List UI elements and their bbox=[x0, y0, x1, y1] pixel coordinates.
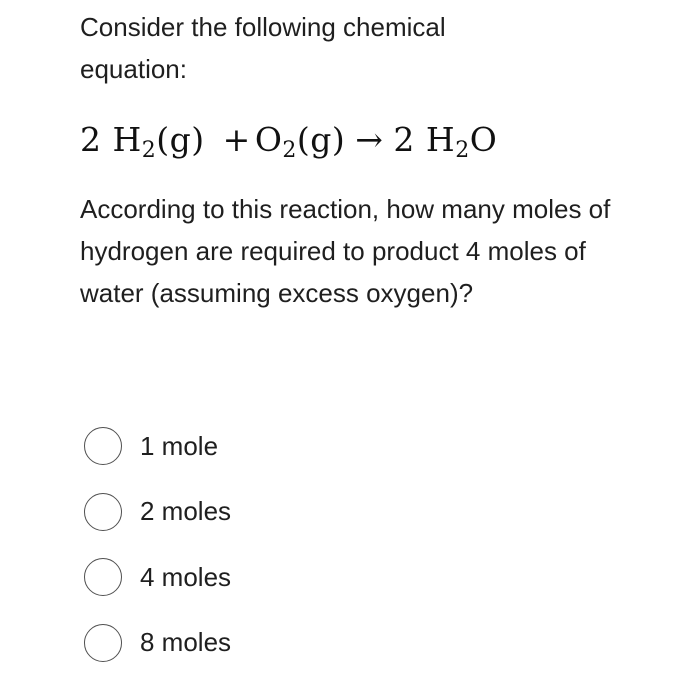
answer-option-label: 1 mole bbox=[140, 430, 219, 461]
answer-option-1[interactable] bbox=[84, 425, 231, 467]
eq-product-1-tail: O bbox=[469, 120, 498, 159]
answer-option-label: 8 moles bbox=[140, 627, 232, 657]
eq-coefficient-1: 2 bbox=[80, 120, 102, 159]
answer-option-label: 2 moles bbox=[140, 496, 232, 526]
radio-button[interactable] bbox=[84, 493, 122, 531]
eq-reactant-2-subscript: 2 bbox=[282, 138, 297, 163]
question-block bbox=[80, 6, 640, 314]
chemical-equation bbox=[80, 116, 640, 164]
eq-product-1: H bbox=[425, 120, 456, 159]
eq-reactant-1-subscript: 2 bbox=[141, 138, 157, 163]
eq-product-1-subscript: 2 bbox=[455, 138, 470, 163]
radio-button[interactable] bbox=[84, 427, 122, 465]
answer-option-label: 4 moles bbox=[140, 561, 232, 592]
question-intro: Consider the following chemical equation: bbox=[80, 12, 446, 84]
answer-option-2[interactable] bbox=[84, 491, 231, 533]
radio-button[interactable] bbox=[84, 624, 122, 662]
eq-reactant-2-state: (g) bbox=[296, 120, 346, 159]
question-prompt: According to this reaction, how many moles of hydrogen are required to product 4 moles of water (assuming excess oxygen)? bbox=[80, 194, 611, 308]
answer-option-4[interactable] bbox=[84, 622, 231, 664]
eq-coefficient-2: 2 bbox=[393, 120, 415, 159]
eq-reactant-1: H bbox=[112, 120, 142, 159]
answer-options bbox=[84, 425, 231, 687]
eq-plus: + bbox=[222, 120, 251, 159]
radio-button[interactable] bbox=[84, 558, 122, 596]
answer-option-3[interactable] bbox=[84, 556, 231, 598]
eq-arrow: → bbox=[355, 120, 384, 159]
eq-reactant-1-state: (g) bbox=[156, 120, 205, 159]
eq-reactant-2: O bbox=[254, 120, 283, 159]
